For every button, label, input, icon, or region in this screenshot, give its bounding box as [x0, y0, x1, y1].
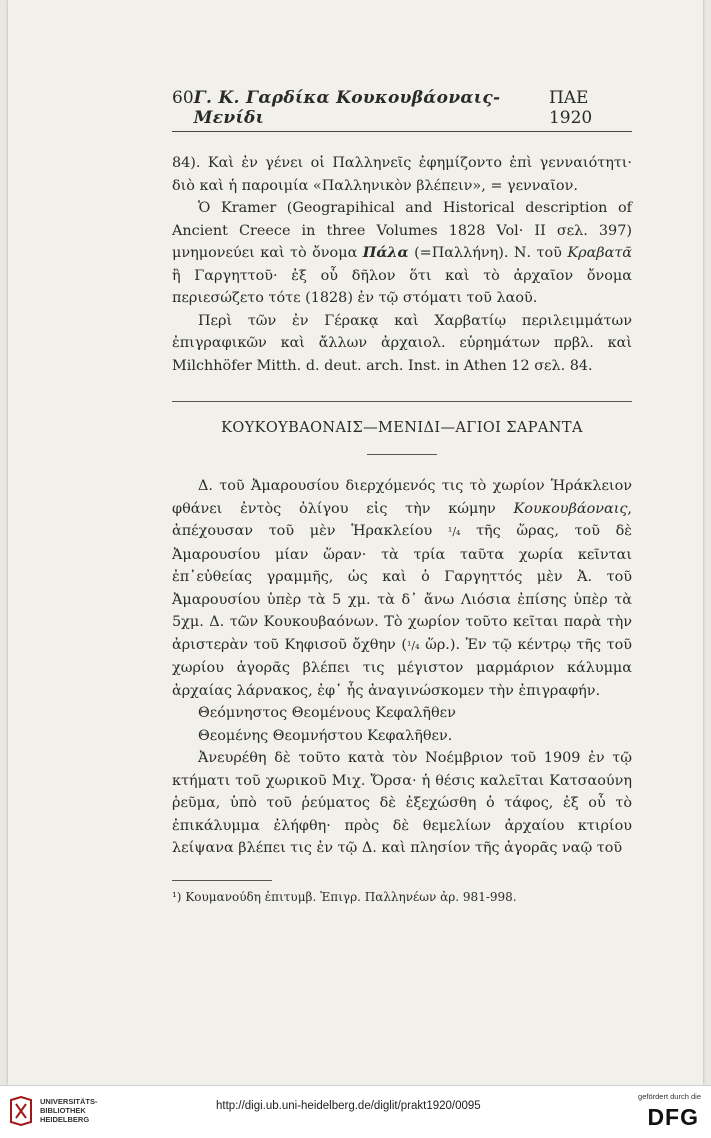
- fraction: ¹/₄: [407, 638, 420, 652]
- kramer-text: Ὁ Kramer (Geograpihical and Historical description of Ancient Creece in three Volumes 1828 Vol· II σελ. 397) μνημονεύει καὶ τὸ ὄνομα: [172, 200, 632, 261]
- viewer-footer: [0, 1085, 711, 1138]
- paragraph-discovery: Ἀνευρέθη δὲ τοῦτο κατὰ τὸν Νοέμβριον τοῦ 1909 ἐν τῷ κτήματι τοῦ χωρικοῦ Μιχ. Ὄρσα· ἡ θέσις καλεῖται Κατσαούνη ῥεῦμα, ὑπὸ τοῦ ῥεύματος δὲ ἐξεχώσθη ὁ τάφος, ἐξ οὗ τὸ ἐπικάλυμμα ἐλήφθη· πρὸς δὲ θεμελίων ἀρχαίου κτιρίου λείψανα βλέπει τις ἐν τῷ Δ. καὶ πλησίον τῆς ἀγορᾶς ναῷ τοῦ: [172, 750, 632, 856]
- funded-by-label: gefördert durch die: [638, 1092, 701, 1101]
- heidelberg-logo-icon: [8, 1096, 34, 1126]
- kravata-term: Κραβατᾶ: [567, 245, 633, 261]
- kramer-text-2: (=Παλλήνη). Ν. τοῦ: [408, 245, 568, 261]
- library-name-line: HEIDELBERG: [40, 1115, 90, 1124]
- page-number: 60: [172, 88, 194, 108]
- text-run: Δ. τοῦ Ἀμαρουσίου διερχόμενός τις τὸ χωρίον Ἡράκλειον φθάνει ἐντὸς ὀλίγου εἰς τὴν κώμην: [172, 478, 632, 517]
- running-title: Γ. Κ. Γαρδίκα Κουκουβάοναις-Μενίδι: [193, 88, 501, 128]
- footnote-mark: ¹): [172, 889, 182, 904]
- dfg-logo: DFG: [647, 1104, 699, 1130]
- scanned-page: [8, 0, 703, 1085]
- inscription-line-1: Θεόμνηστος Θεομένους Κεφαλῆθεν: [198, 705, 456, 721]
- text-run: τῆς ὥρας, τοῦ δὲ Ἀμαρουσίου μίαν ὥραν· τὰ τρία ταῦτα χωρία κεῖνται ἐπ᾽εὐθείας γραμμῆς, ὡς καὶ ὁ Γαργηττός μὲν Ἀ. τοῦ Ἀμαρουσίου ὑπὲρ τὰ 5 χμ. τὰ δ᾽ ἄνω Λιόσια ἐπίσης ὑπὲρ τὰ 5χμ. Δ. τῶν Κουκουβαόνων. Τὸ χωρίον τοῦτο κεῖται παρὰ τὴν ἀριστερὰν τοῦ Κηφισοῦ ὄχθην (: [172, 523, 632, 653]
- journal-label: ΠΑΕ 1920: [548, 88, 593, 128]
- footnote: [172, 889, 632, 905]
- paragraph-kramer: [172, 197, 632, 310]
- footnote-text: Κουμανούδη ἐπιτυμβ. Ἐπιγρ. Παλληνέων ἀρ. 981-998.: [181, 889, 517, 904]
- text-run: , ἀπέχουσαν τοῦ μὲν Ἡρακλείου: [172, 500, 632, 539]
- text-run: ὥρ.). Ἐν τῷ κέντρῳ τῆς τοῦ χωρίου ἀγορᾶς βλέπει τις μέγιστον μαρμάριον κάλυμμα ἀρχαίας λάρνακος, ἐφ᾽ ἧς ἀναγινώσκομεν τὴν ἐπιγραφήν.: [172, 636, 632, 699]
- paragraph-main: [172, 475, 632, 702]
- village-name: Κουκουβάοναις: [513, 500, 628, 517]
- fraction: ¹/₄: [447, 525, 461, 538]
- page-content: [172, 88, 632, 905]
- paragraph-continuation: 84). Καὶ ἐν γένει οἱ Παλληνεῖς ἐφημίζοντο ἐπὶ γενναιότητι· διὸ καὶ ἡ παροιμία «Παλληνικὸν βλέπειν», = γενναῖον.: [172, 155, 632, 194]
- library-name-line: UNIVERSITÄTS-: [40, 1097, 98, 1106]
- kramer-text-3: ἢ Γαργηττοῦ· ἐξ οὗ δῆλον ὅτι καὶ τὸ ἀρχαῖον ὄνομα περιεσώζετο τότε (1828) ἐν τῷ στόματι τοῦ λαοῦ.: [172, 267, 632, 306]
- running-header: [172, 88, 632, 132]
- permalink-url[interactable]: http://digi.ub.uni-heidelberg.de/diglit/prakt1920/0095: [216, 1100, 481, 1112]
- pala-term: Πάλα: [362, 244, 409, 261]
- paragraph-milchhofer: Περὶ τῶν ἐν Γέρακᾳ καὶ Χαρβατίῳ περιλειμμάτων ἐπιγραφικῶν καὶ ἄλλων ἀρχαιολ. εὑρημάτων πρβλ. καὶ Milchhöfer Mitth. d. deut. arch. Inst. in Athen 12 σελ. 84.: [172, 312, 632, 374]
- section-heading: ΚΟΥΚΟΥΒΑΟΝΑΙΣ—ΜΕΝΙΔΙ—ΑΓΙΟΙ ΣΑΡΑΝΤΑ: [221, 420, 583, 436]
- library-name-line: BIBLIOTHEK: [40, 1106, 86, 1115]
- library-name: [40, 1097, 98, 1124]
- inscription-line-2: Θεομένης Θεομνήστου Κεφαλῆθεν.: [198, 727, 453, 744]
